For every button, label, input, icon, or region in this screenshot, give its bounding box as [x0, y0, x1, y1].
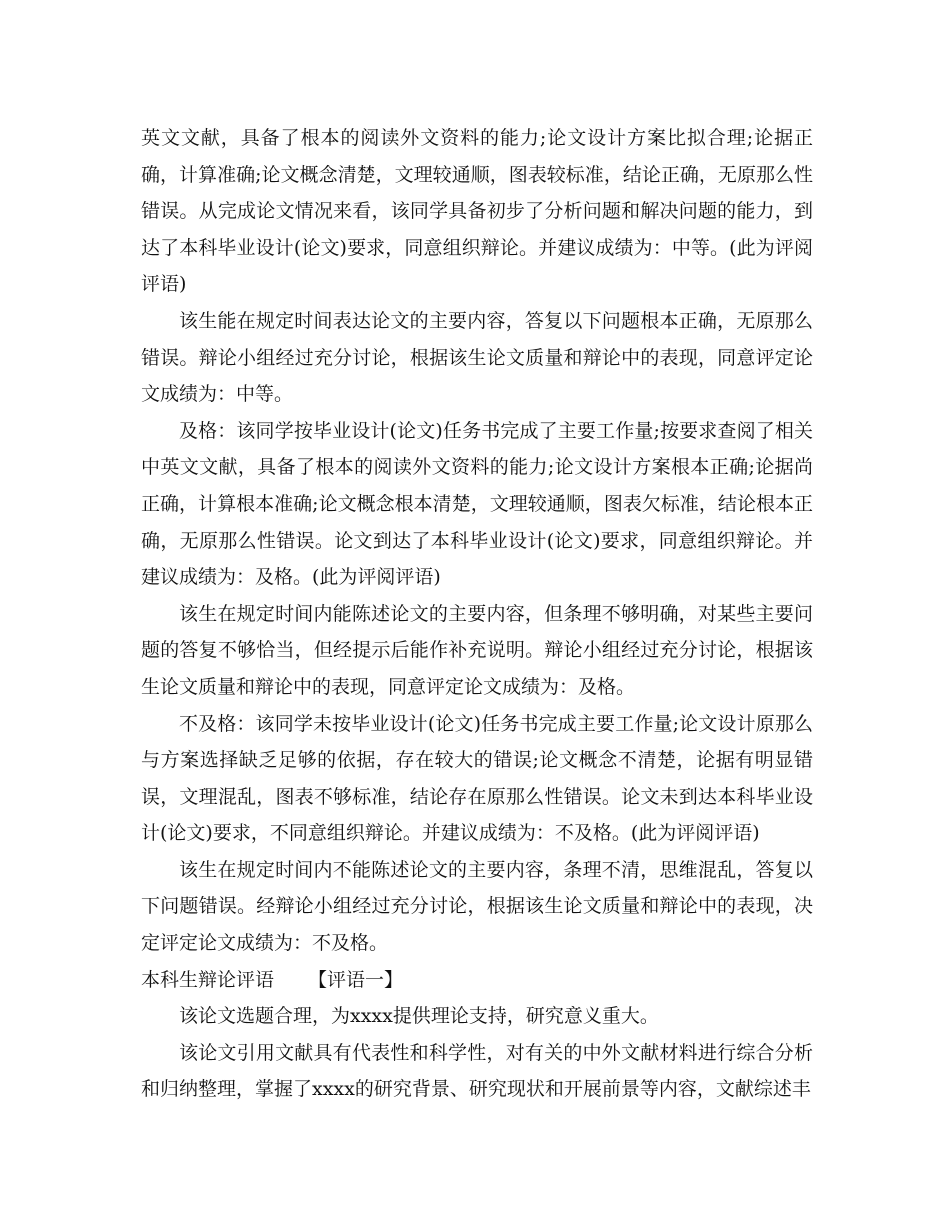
paragraph-grade-pass-review: 及格：该同学按毕业设计(论文)任务书完成了主要工作量;按要求查阅了相关中英文文献，具备了根本的阅读外文资料的能力;论文设计方案根本正确;论据尚正确，计算根本准确;论文概念根本清楚，文理较通顺，图表欠标准，结论根本正确，无原那么性错误。论文到达了本科毕业设计(论文)要求，同意组织辩论。并建议成绩为：及格。(此为评阅评语) — [141, 419, 813, 589]
paragraph-grade-pass-defense: 该生在规定时间内能陈述论文的主要内容，但条理不够明确，对某些主要问题的答复不够恰当，但经提示后能作补充说明。辩论小组经过充分讨论，根据该生论文质量和辩论中的表现，同意评定论文成绩为：及格。 — [141, 602, 813, 698]
paragraph-grade-fail-defense: 该生在规定时间内不能陈述论文的主要内容，条理不清，思维混乱，答复以下问题错误。经辩论小组经过充分讨论，根据该生论文质量和辩论中的表现，决定评定论文成绩为：不及格。 — [141, 858, 813, 955]
paragraph-comment-literature: 该论文引用文献具有代表性和科学性，对有关的中外文献材料进行综合分析和归纳整理，掌握了xxxx的研究背景、研究现状和开展前景等内容，文献综述丰 — [141, 1041, 813, 1101]
paragraph-comment-topic: 该论文选题合理，为xxxx提供理论支持，研究意义重大。 — [179, 1005, 659, 1028]
section-heading-title: 本科生辩论评语 — [141, 968, 275, 991]
document-page — [141, 120, 813, 1108]
paragraph-grade-fail-review: 不及格：该同学未按毕业设计(论文)任务书完成主要工作量;论文设计原那么与方案选择缺乏足够的依据，存在较大的错误;论文概念不清楚，论据有明显错误，文理混乱，图表不够标准，结论存在原那么性错误。论文未到达本科毕业设计(论文)要求，不同意组织辩论。并建议成绩为：不及格。(此为评阅评语) — [141, 712, 813, 845]
paragraph-grade-medium-defense: 该生能在规定时间表达论文的主要内容，答复以下问题根本正确，无原那么错误。辩论小组经过充分讨论，根据该生论文质量和辩论中的表现，同意评定论文成绩为：中等。 — [141, 309, 813, 406]
section-heading — [141, 962, 813, 999]
section-heading-subtitle: 【评语一】 — [308, 968, 404, 991]
paragraph-grade-medium-review: 英文文献，具备了根本的阅读外文资料的能力;论文设计方案比拟合理;论据正确，计算准确;论文概念清楚，文理较通顺，图表较标准，结论正确，无原那么性错误。从完成论文情况来看，该同学具备初步了分析问题和解决问题的能力，到达了本科毕业设计(论文)要求，同意组织辩论。并建议成绩为：中等。(此为评阅评语) — [141, 127, 813, 296]
